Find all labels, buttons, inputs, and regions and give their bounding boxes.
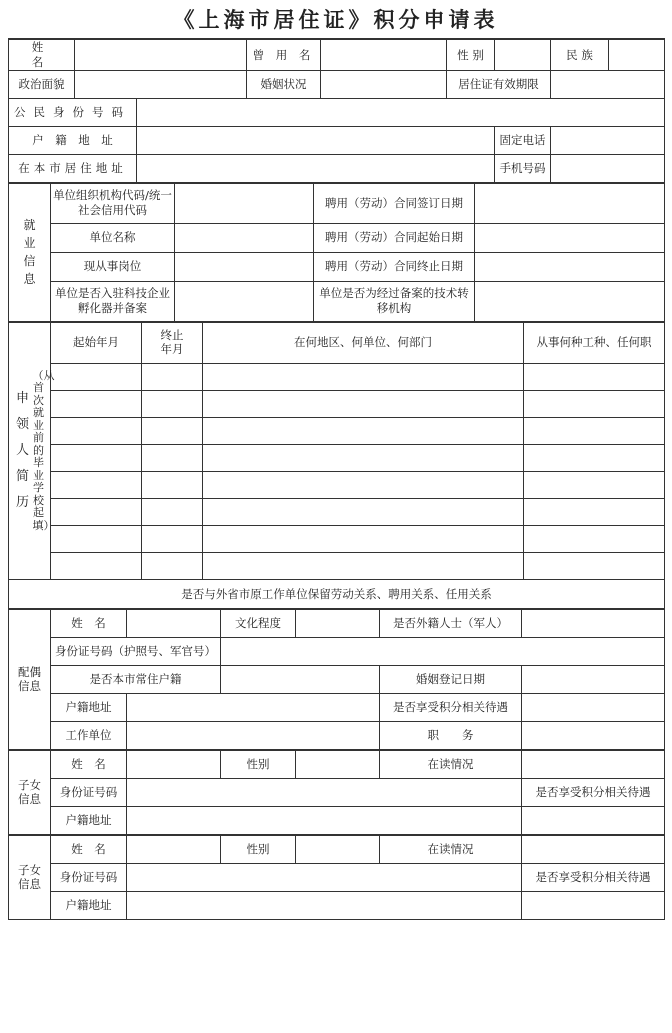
political-status-label: 政治面貌 (9, 71, 75, 99)
former-name-field[interactable] (321, 39, 447, 71)
landline-field[interactable] (551, 127, 665, 155)
spouse-table (8, 608, 665, 750)
resume-row (9, 472, 665, 499)
org-code-label: 单位组织机构代码/统一社会信用代码 (51, 183, 175, 223)
basic-info-table (8, 38, 665, 183)
spouse-marriage-date-field[interactable] (522, 666, 665, 694)
spouse-hukou-label: 户籍地址 (51, 694, 127, 722)
col-end-date: 终止年月 (142, 322, 203, 364)
resume-row (9, 391, 665, 418)
spouse-id-field[interactable] (221, 638, 665, 666)
child-1-school-field[interactable] (522, 750, 665, 779)
name-field[interactable] (75, 39, 247, 71)
spouse-foreign-field[interactable] (522, 609, 665, 638)
position-field[interactable] (175, 252, 314, 281)
mobile-field[interactable] (551, 155, 665, 183)
contract-end-date-field[interactable] (475, 252, 665, 281)
child-2-table (8, 834, 665, 920)
child-1-section-label: 子女信息 (9, 750, 51, 835)
gender-field[interactable] (495, 39, 551, 71)
spouse-id-label: 身份证号码（护照号、军官号） (51, 638, 221, 666)
child-2-school-field[interactable] (522, 835, 665, 864)
child-2-name-field[interactable] (127, 835, 221, 864)
political-status-field[interactable] (75, 71, 247, 99)
child-1-name-label: 姓 名 (51, 750, 127, 779)
spouse-marriage-date-label: 婚姻登记日期 (380, 666, 522, 694)
spouse-points-benefit-label: 是否享受积分相关待遇 (380, 694, 522, 722)
spouse-name-field[interactable] (127, 609, 221, 638)
child-2-id-label: 身份证号码 (51, 864, 127, 892)
contract-sign-date-label: 聘用（劳动）合同签订日期 (314, 183, 475, 223)
name-label: 姓 名 (9, 39, 75, 71)
spouse-employer-label: 工作单位 (51, 722, 127, 750)
id-number-field[interactable] (137, 99, 665, 127)
spouse-local-hukou-field[interactable] (221, 666, 380, 694)
resume-row (9, 526, 665, 553)
resume-section-title: 申领人简历 (15, 390, 29, 510)
residence-address-field[interactable] (137, 155, 495, 183)
resume-row (9, 418, 665, 445)
ethnicity-field[interactable] (609, 39, 665, 71)
residence-address-label: 在本市居住地址 (9, 155, 137, 183)
child-1-gender-field[interactable] (296, 750, 380, 779)
child-2-section-label: 子女信息 (9, 835, 51, 920)
contract-sign-date-field[interactable] (475, 183, 665, 223)
contract-end-date-label: 聘用（劳动）合同终止日期 (314, 252, 475, 281)
child-1-gender-label: 性别 (221, 750, 296, 779)
id-number-label: 公民身份号码 (9, 99, 137, 127)
child-2-hukou-label: 户籍地址 (51, 892, 127, 920)
resume-row (9, 499, 665, 526)
marital-status-field[interactable] (321, 71, 447, 99)
child-1-school-label: 在读情况 (380, 750, 522, 779)
child-1-hukou-field[interactable] (127, 807, 522, 835)
retain-relation-label: 是否与外省市原工作单位保留劳动关系、聘用关系、任用关系 (9, 580, 665, 609)
unit-name-field[interactable] (175, 223, 314, 252)
child-2-id-field[interactable] (127, 864, 522, 892)
spouse-duty-field[interactable] (522, 722, 665, 750)
marital-status-label: 婚姻状况 (247, 71, 321, 99)
form-title: 《上海市居住证》积分申请表 (173, 7, 499, 32)
incubator-field[interactable] (175, 281, 314, 321)
child-2-gender-label: 性别 (221, 835, 296, 864)
unit-name-label: 单位名称 (51, 223, 175, 252)
resume-row (9, 364, 665, 391)
child-2-school-label: 在读情况 (380, 835, 522, 864)
child-2-points-benefit-field[interactable] (522, 892, 665, 920)
employment-section-label: 就业信息 (9, 183, 51, 321)
permit-validity-field[interactable] (551, 71, 665, 99)
spouse-education-label: 文化程度 (221, 609, 296, 638)
employment-table (8, 182, 665, 322)
child-1-table (8, 749, 665, 835)
child-2-points-benefit-label: 是否享受积分相关待遇 (522, 864, 665, 892)
child-1-hukou-label: 户籍地址 (51, 807, 127, 835)
permit-validity-label: 居住证有效期限 (447, 71, 551, 99)
col-job: 从事何种工种、任何职 (524, 322, 665, 364)
col-start-date: 起始年月 (51, 322, 142, 364)
contract-start-date-label: 聘用（劳动）合同起始日期 (314, 223, 475, 252)
spouse-local-hukou-label: 是否本市常住户籍 (51, 666, 221, 694)
spouse-duty-label: 职 务 (380, 722, 522, 750)
former-name-label: 曾 用 名 (247, 39, 321, 71)
child-2-gender-field[interactable] (296, 835, 380, 864)
hukou-address-label: 户 籍 地 址 (9, 127, 137, 155)
contract-start-date-field[interactable] (475, 223, 665, 252)
child-2-name-label: 姓 名 (51, 835, 127, 864)
ethnicity-label: 民 族 (551, 39, 609, 71)
mobile-label: 手机号码 (495, 155, 551, 183)
gender-label: 性 别 (447, 39, 495, 71)
resume-row (9, 445, 665, 472)
child-1-name-field[interactable] (127, 750, 221, 779)
position-label: 现从事岗位 (51, 252, 175, 281)
resume-section-note: （从首次就业前的毕业学校起填） (32, 368, 55, 532)
spouse-hukou-field[interactable] (127, 694, 380, 722)
hukou-address-field[interactable] (137, 127, 495, 155)
child-2-hukou-field[interactable] (127, 892, 522, 920)
spouse-education-field[interactable] (296, 609, 380, 638)
spouse-section-label: 配偶信息 (9, 609, 51, 750)
spouse-employer-field[interactable] (127, 722, 380, 750)
org-code-field[interactable] (175, 183, 314, 223)
child-1-points-benefit-label: 是否享受积分相关待遇 (522, 779, 665, 807)
col-where: 在何地区、何单位、何部门 (203, 322, 524, 364)
resume-row (9, 553, 665, 580)
incubator-label: 单位是否入驻科技企业孵化器并备案 (51, 281, 175, 321)
spouse-foreign-label: 是否外籍人士（军人） (380, 609, 522, 638)
tech-transfer-label: 单位是否为经过备案的技术转移机构 (314, 281, 475, 321)
child-1-id-label: 身份证号码 (51, 779, 127, 807)
tech-transfer-field[interactable] (475, 281, 665, 321)
resume-table (8, 321, 665, 610)
spouse-name-label: 姓 名 (51, 609, 127, 638)
spouse-points-benefit-field[interactable] (522, 694, 665, 722)
child-1-points-benefit-field[interactable] (522, 807, 665, 835)
landline-label: 固定电话 (495, 127, 551, 155)
child-1-id-field[interactable] (127, 779, 522, 807)
resume-section-label (9, 322, 55, 580)
application-form (8, 38, 664, 920)
